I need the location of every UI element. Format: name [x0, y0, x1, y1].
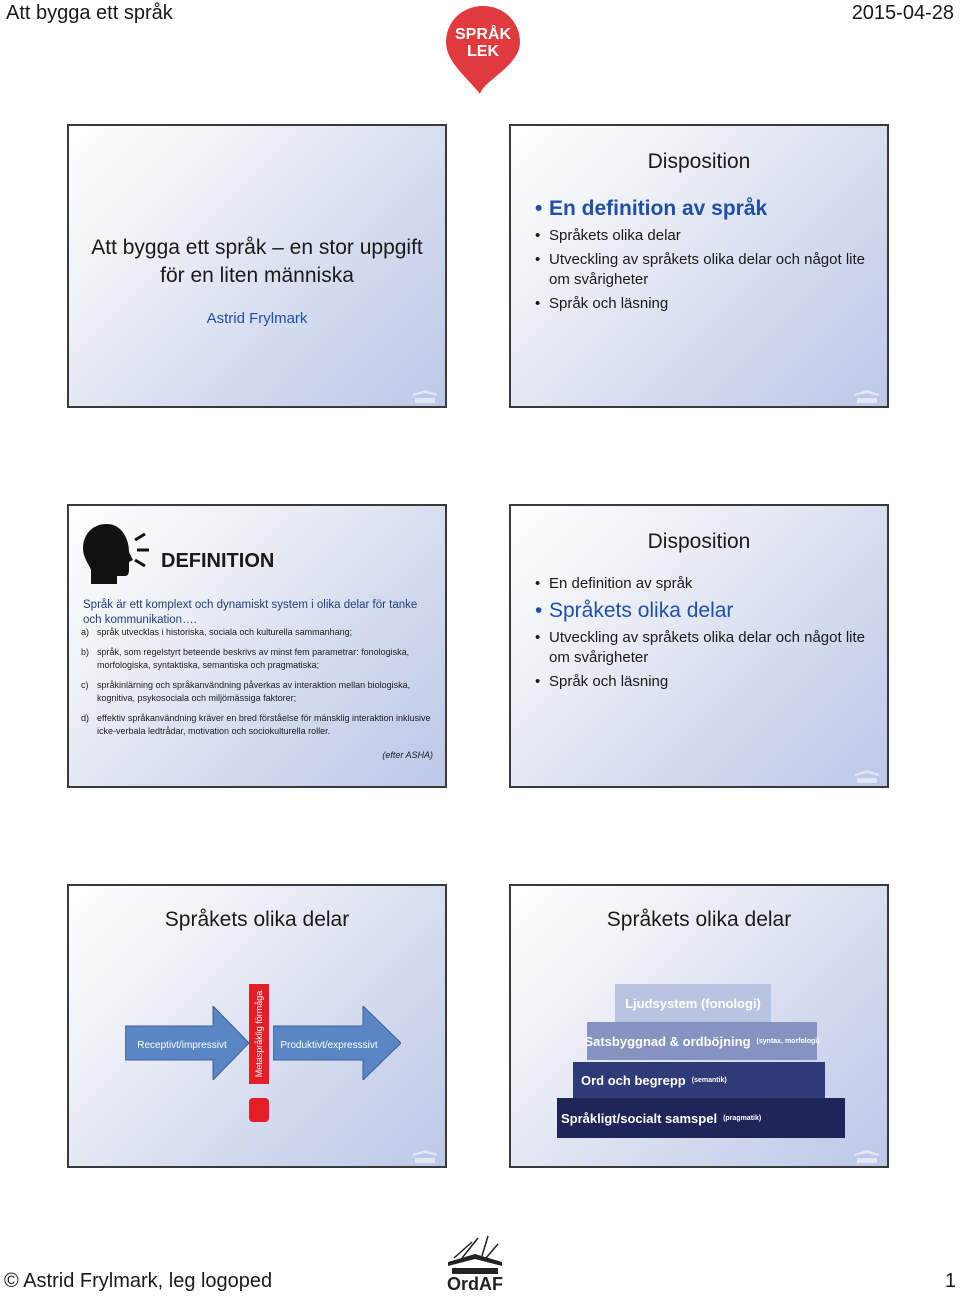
book-icon: [442, 1232, 508, 1276]
footer-logo-text: OrdAF: [447, 1274, 503, 1294]
pyramid-level-pragmatics: Språkligt/socialt samspel (pragmatik): [557, 1098, 845, 1138]
receptive-label: Receptivt/impressivt: [137, 1040, 227, 1051]
definition-source: (efter ASHA): [382, 750, 433, 760]
bullet: • Språkets olika delar: [535, 598, 873, 624]
bullet: • Språk och läsning: [535, 294, 873, 314]
ordaf-watermark-icon: [409, 1136, 441, 1166]
slide4-title: Disposition: [647, 530, 751, 553]
ordaf-watermark-icon: [851, 376, 883, 406]
definition-item: d) effektiv språkanvändning kräver en bred förståelse för mänsklig interaktion inklusive icke-verbala ledtrådar, motivation och sociokulturella roller.: [81, 713, 431, 736]
header-title: Att bygga ett språk: [6, 2, 173, 24]
ordaf-watermark-icon: [851, 756, 883, 786]
slide-definition: [67, 504, 447, 788]
metalinguistic-dot: [249, 1098, 269, 1122]
slide-parts-arrows: [67, 884, 447, 1168]
pyramid-level-syntax: Satsbyggnad & ordböjning (syntax, morfologi): [587, 1022, 817, 1060]
slide2-bullets: [535, 196, 873, 318]
slide-disposition-1: [509, 124, 889, 408]
metalinguistic-bar: [249, 984, 269, 1084]
header-date: 2015-04-28: [851, 2, 954, 24]
bullet: • En definition av språk: [535, 196, 873, 222]
definition-list: [81, 626, 435, 745]
definition-item: a) språk utvecklas i historiska, sociala och kulturella sammanhang;: [81, 627, 353, 637]
slide5-title: Språkets olika delar: [164, 908, 350, 931]
slide1-author: Astrid Frylmark: [206, 310, 308, 327]
slide2-title: Disposition: [647, 150, 751, 173]
bullet: • Utveckling av språkets olika delar och något lite om svårigheter: [535, 628, 873, 668]
bullet: • Språkets olika delar: [535, 226, 873, 246]
spraklek-logo: [444, 4, 522, 96]
definition-item: c) språkinlärning och språkanvändning påverkas av interaktion mellan biologiska, kognitiva, psykosociala och miljömässiga faktorer;: [81, 680, 411, 703]
footer-author: © Astrid Frylmark, leg logoped: [4, 1270, 273, 1292]
ordaf-watermark-icon: [851, 1136, 883, 1166]
productive-label: Produktivt/expresssivt: [280, 1040, 378, 1051]
metalinguistic-label: Metaspråklig förmåga: [254, 990, 264, 1078]
page-number: 1: [944, 1270, 956, 1292]
pyramid-level-phonology: Ljudsystem (fonologi): [615, 984, 771, 1022]
bullet: • En definition av språk: [535, 574, 873, 594]
bullet: • Språk och läsning: [535, 672, 873, 692]
slide-parts-pyramid: [509, 884, 889, 1168]
slide-disposition-2: [509, 504, 889, 788]
slide6-title: Språkets olika delar: [606, 908, 792, 931]
definition-intro: Språk är ett komplext och dynamiskt system i olika delar för tanke och kommunikation….: [83, 599, 418, 626]
slide-title: [67, 124, 447, 408]
pyramid-level-semantics: Ord och begrepp (semantik): [573, 1062, 825, 1098]
slide1-title: Att bygga ett språk – en stor uppgift för en liten människa: [91, 236, 423, 287]
speaking-head-icon: [77, 520, 149, 586]
ordaf-watermark-icon: [409, 376, 441, 406]
ordaf-logo: [442, 1232, 508, 1294]
definition-item: b) språk, som regelstyrt beteende beskrivs av minst fem parametrar: fonologiska, morfologiska, syntaktiska, semantiska och pragmatiska;: [81, 647, 410, 670]
logo-text: SPRÅK LEK: [454, 26, 511, 60]
bullet: • Utveckling av språkets olika delar och något lite om svårigheter: [535, 250, 873, 290]
definition-heading: DEFINITION: [161, 550, 275, 572]
slide4-bullets: [535, 574, 873, 696]
